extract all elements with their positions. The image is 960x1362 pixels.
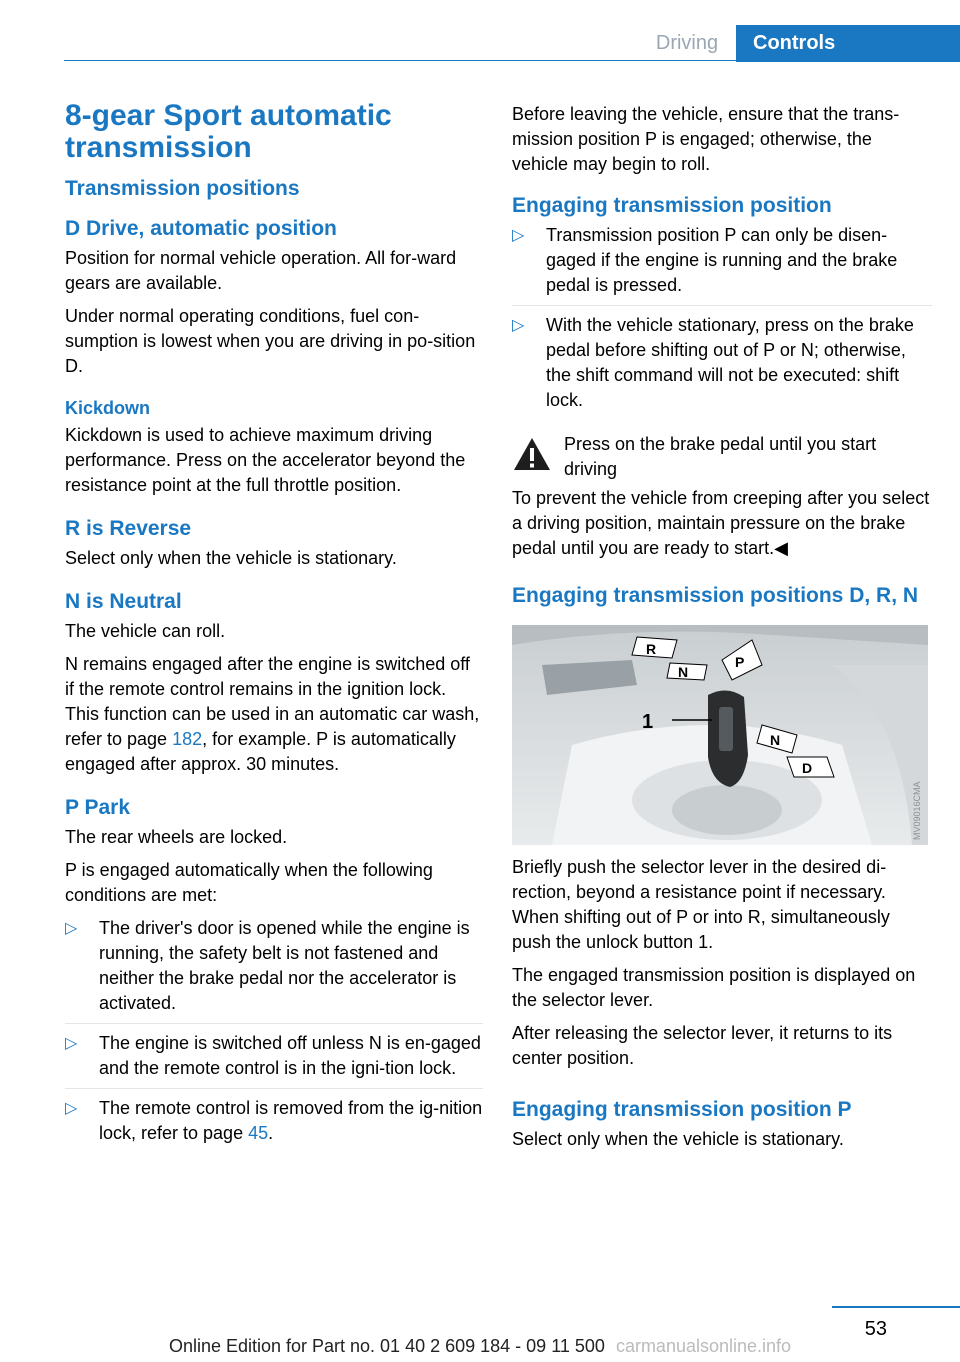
- gear-selector-illustration: [512, 625, 928, 845]
- list-item: [65, 916, 483, 1024]
- list-item: [512, 313, 932, 420]
- page-title: 8-gear Sport automatic transmission: [65, 99, 392, 164]
- page-number: 53: [864, 1318, 887, 1340]
- label-n-top: N: [678, 664, 689, 680]
- d-paragraph-2: Under normal operating conditions, fuel con-sumption is lowest when you are driving in po-sition D.: [65, 306, 476, 376]
- d-heading: D Drive, automatic position: [65, 217, 337, 240]
- n-paragraph-1: The vehicle can roll.: [65, 621, 226, 641]
- list-item-text: The driver's door is opened while the engine is running, the safety belt is not fastened and neither the brake pedal nor the accelerator is activated.: [99, 918, 470, 1013]
- left-column: [65, 100, 483, 1160]
- kickdown-heading: Kickdown: [65, 398, 151, 418]
- p-engage-heading: Engaging transmission position P: [512, 1098, 852, 1121]
- triangle-bullet-icon: ▷: [512, 227, 525, 244]
- list-item: [512, 223, 932, 306]
- engaging-heading: Engaging transmission position: [512, 194, 832, 217]
- label-r: R: [646, 641, 657, 657]
- triangle-bullet-icon: ▷: [65, 1035, 78, 1052]
- p-heading: P Park: [65, 796, 130, 819]
- engaging-list: [512, 223, 932, 420]
- page-link-182[interactable]: 182: [172, 729, 203, 749]
- warning-title: Press on the brake pedal until you start driving: [564, 434, 877, 479]
- warning-block: [512, 432, 932, 482]
- triangle-bullet-icon: ▷: [65, 1100, 78, 1117]
- label-1: 1: [642, 711, 654, 733]
- header-rule: [64, 60, 960, 61]
- r-heading: R is Reverse: [65, 517, 192, 540]
- page-link-45[interactable]: 45: [248, 1123, 269, 1143]
- right-column: [512, 102, 932, 1160]
- triangle-bullet-icon: ▷: [512, 317, 525, 334]
- warning-triangle-icon: [512, 436, 552, 472]
- gear-selector-photo: [512, 625, 928, 845]
- after-paragraph-3: After releasing the selector lever, it returns to its center position.: [512, 1023, 893, 1068]
- list-item-text-end: .: [268, 1123, 274, 1143]
- list-item: [65, 1096, 483, 1153]
- n-paragraph-2-text-b: , for example. P is automatically engaged after approx. 30 minutes.: [65, 729, 456, 774]
- list-item-text: With the vehicle stationary, press on the brake pedal before shifting out of P or N; otherwise, the shift command will not be executed: shift lock.: [546, 315, 914, 410]
- kickdown-paragraph: Kickdown is used to achieve maximum driving performance. Press on the accelerator beyond the resistance point at the full throttle position.: [65, 425, 466, 495]
- d-paragraph-1: Position for normal vehicle operation. All for-ward gears are available.: [65, 248, 457, 293]
- footer-edition: [0, 1336, 960, 1357]
- watermark-text: carmanualsonline.info: [615, 1336, 792, 1356]
- image-code: MV09016CMA: [912, 781, 922, 840]
- list-item-text: The remote control is removed from the ig-nition lock, refer to page: [99, 1098, 483, 1143]
- n-paragraph-2-text-a: N remains engaged after the engine is switched off if the remote control remains in the ignition lock. This function can be used in an automatic car wash, refer to page: [65, 654, 480, 749]
- p-engage-paragraph: Select only when the vehicle is stationary.: [512, 1129, 844, 1149]
- p-conditions-list: [65, 916, 483, 1153]
- warning-paragraph: To prevent the vehicle from creeping after you select a driving position, maintain pressure on the brake pedal until you are ready to start.◀: [512, 488, 930, 558]
- after-paragraph-1: Briefly push the selector lever in the desired di-rection, beyond a resistance point if necessary. When shifting out of P or into R, simultaneously push the unlock button 1.: [512, 857, 890, 952]
- section-heading: Transmission positions: [65, 177, 300, 200]
- label-p: P: [735, 654, 745, 670]
- label-n-bottom: N: [770, 732, 781, 748]
- p-paragraph-2: P is engaged automatically when the following conditions are met:: [65, 860, 433, 905]
- intro-paragraph: Before leaving the vehicle, ensure that the trans-mission position P is engaged; otherwise, the vehicle may begin to roll.: [512, 104, 900, 174]
- r-paragraph: Select only when the vehicle is stationary.: [65, 548, 397, 568]
- list-item-text: Transmission position P can only be disen-gaged if the engine is running and the brake pedal is pressed.: [546, 225, 898, 295]
- p-paragraph-1: The rear wheels are locked.: [65, 827, 288, 847]
- footer-rule: [832, 1306, 960, 1308]
- label-d: D: [802, 760, 813, 776]
- edition-text: Online Edition for Part no. 01 40 2 609 184 - 09 11 500: [168, 1336, 605, 1356]
- after-paragraph-2: The engaged transmission position is displayed on the selector lever.: [512, 965, 916, 1010]
- list-item: [65, 1031, 483, 1089]
- n-paragraph-2: [65, 652, 483, 777]
- tab-driving: Driving: [655, 32, 719, 54]
- tab-controls: Controls: [736, 25, 960, 62]
- n-heading: N is Neutral: [65, 590, 182, 613]
- triangle-bullet-icon: ▷: [65, 920, 78, 937]
- list-item-text: The engine is switched off unless N is en-gaged and the remote control is in the igni-tion lock.: [99, 1033, 481, 1078]
- dnr-heading: Engaging transmission positions D, R, N: [512, 584, 919, 607]
